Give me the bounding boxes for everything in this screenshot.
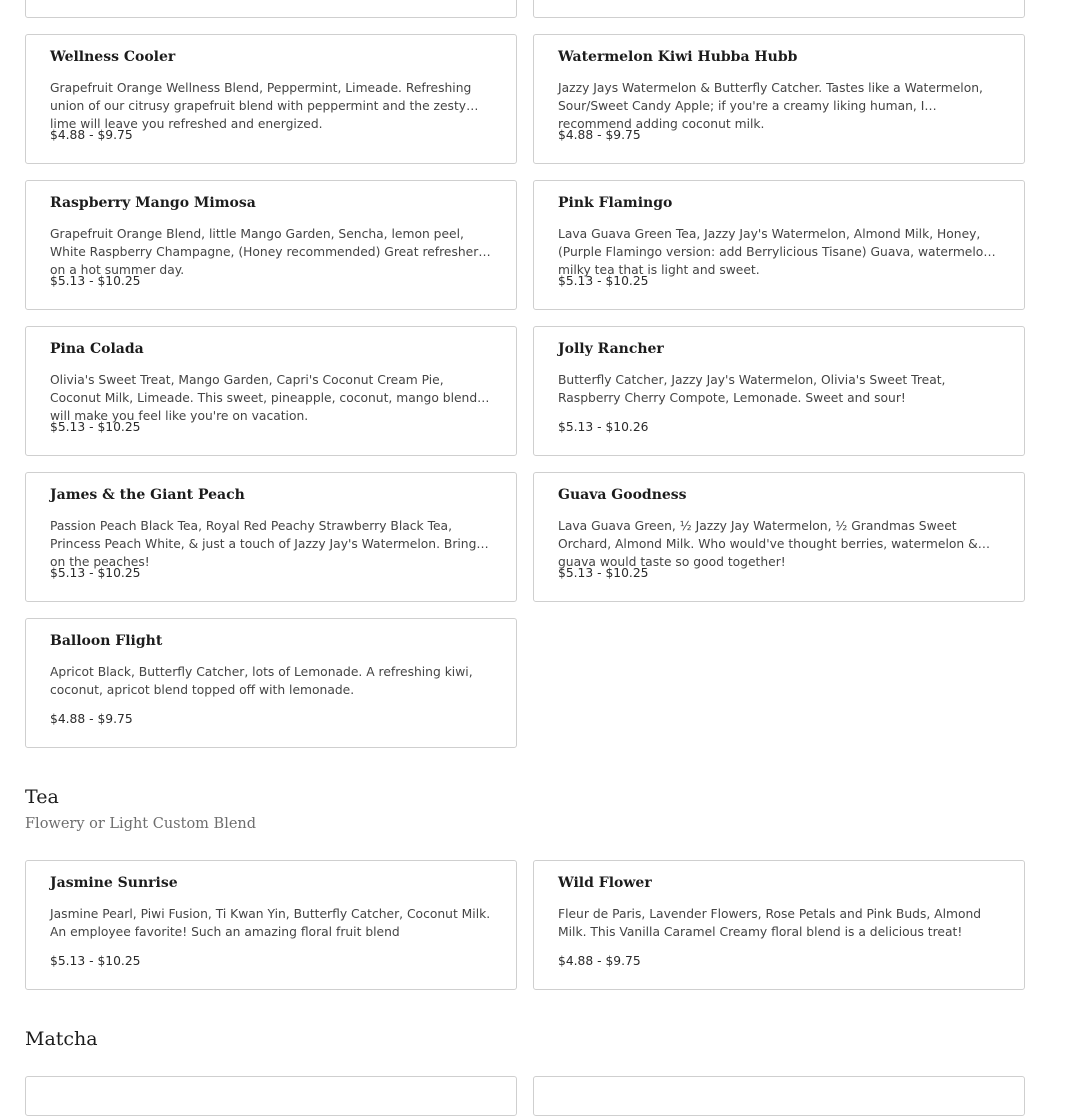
item-name: James & the Giant Peach	[50, 487, 245, 503]
item-price: $4.88 - $9.75	[50, 128, 133, 142]
item-description: Lava Guava Green, ½ Jazzy Jay Watermelon, ½ Grandmas Sweet Orchard, Almond Milk. Who would've thought berries, watermelon & guava would taste so good together!	[558, 519, 978, 569]
menu-item-card[interactable]	[533, 34, 1025, 164]
menu-item-card[interactable]	[25, 618, 517, 748]
item-name: Pink Flamingo	[558, 195, 673, 211]
section-subtitle-tea: Flowery or Light Custom Blend	[25, 816, 257, 832]
item-description: Lava Guava Green Tea, Jazzy Jay's Watermelon, Almond Milk, Honey, (Purple Flamingo version: add Berrylicious Tisane) Guava, watermelon milky tea that is light and sweet.	[558, 227, 992, 277]
item-description: Jazzy Jays Watermelon & Butterfly Catcher. Tastes like a Watermelon, Sour/Sweet Candy Apple; if you're a creamy liking human, I recommend adding coconut milk.	[558, 81, 983, 131]
item-name: Guava Goodness	[558, 487, 687, 503]
item-description: Butterfly Catcher, Jazzy Jay's Watermelon, Olivia's Sweet Treat, Raspberry Cherry Compote, Lemonade. Sweet and sour!	[558, 373, 946, 405]
item-price: $5.13 - $10.25	[558, 566, 649, 580]
menu-item-card[interactable]	[533, 326, 1025, 456]
section-title-tea: Tea	[25, 786, 59, 808]
item-description: Jasmine Pearl, Piwi Fusion, Ti Kwan Yin, Butterfly Catcher, Coconut Milk. An employee favorite! Such an amazing floral fruit blend	[50, 907, 491, 939]
item-name: Balloon Flight	[50, 633, 163, 649]
menu-item-card[interactable]	[25, 860, 517, 990]
item-price: $4.88 - $9.75	[558, 954, 641, 968]
item-description: Grapefruit Orange Blend, little Mango Garden, Sencha, lemon peel, White Raspberry Champagne, (Honey recommended) Great refresher on a hot summer day.	[50, 227, 479, 277]
item-price: $5.13 - $10.25	[50, 566, 141, 580]
menu-item-card[interactable]	[533, 180, 1025, 310]
item-price: $5.13 - $10.25	[50, 420, 141, 434]
item-name: Raspberry Mango Mimosa	[50, 195, 256, 211]
partial-card-top-right[interactable]	[533, 0, 1025, 18]
item-name: Wellness Cooler	[50, 49, 176, 65]
item-price: $4.88 - $9.75	[558, 128, 641, 142]
item-price: $5.13 - $10.25	[50, 954, 141, 968]
menu-item-card[interactable]	[25, 180, 517, 310]
menu-item-card[interactable]	[25, 326, 517, 456]
item-name: Pina Colada	[50, 341, 144, 357]
menu-item-card[interactable]	[25, 472, 517, 602]
menu-item-card[interactable]	[533, 472, 1025, 602]
item-name: Jasmine Sunrise	[50, 875, 178, 891]
item-price: $5.13 - $10.26	[558, 420, 649, 434]
item-name: Jolly Rancher	[558, 341, 664, 357]
item-description: Passion Peach Black Tea, Royal Red Peachy Strawberry Black Tea, Princess Peach White, & just a touch of Jazzy Jay's Watermelon. Bring on the peaches!	[50, 519, 477, 569]
item-price: $4.88 - $9.75	[50, 712, 133, 726]
partial-card-top-left[interactable]	[25, 0, 517, 18]
partial-card-bottom-left[interactable]	[25, 1076, 517, 1116]
item-name: Watermelon Kiwi Hubba Hubb	[558, 49, 798, 65]
item-price: $5.13 - $10.25	[558, 274, 649, 288]
item-description: Apricot Black, Butterfly Catcher, lots of Lemonade. A refreshing kiwi, coconut, apricot blend topped off with lemonade.	[50, 665, 473, 697]
item-description: Grapefruit Orange Wellness Blend, Peppermint, Limeade. Refreshing union of our citrusy grapefruit blend with peppermint and the zesty lime will leave you refreshed and energized.	[50, 81, 472, 131]
item-name: Wild Flower	[558, 875, 652, 891]
menu-item-card[interactable]	[533, 860, 1025, 990]
item-description: Olivia's Sweet Treat, Mango Garden, Capri's Coconut Cream Pie, Coconut Milk, Limeade. This sweet, pineapple, coconut, mango blend will make you feel like you're on vacation.	[50, 373, 478, 423]
item-description: Fleur de Paris, Lavender Flowers, Rose Petals and Pink Buds, Almond Milk. This Vanilla Caramel Creamy floral blend is a delicious treat!	[558, 907, 982, 939]
item-price: $5.13 - $10.25	[50, 274, 141, 288]
section-title-matcha: Matcha	[25, 1028, 98, 1050]
partial-card-bottom-right[interactable]	[533, 1076, 1025, 1116]
menu-item-card[interactable]	[25, 34, 517, 164]
